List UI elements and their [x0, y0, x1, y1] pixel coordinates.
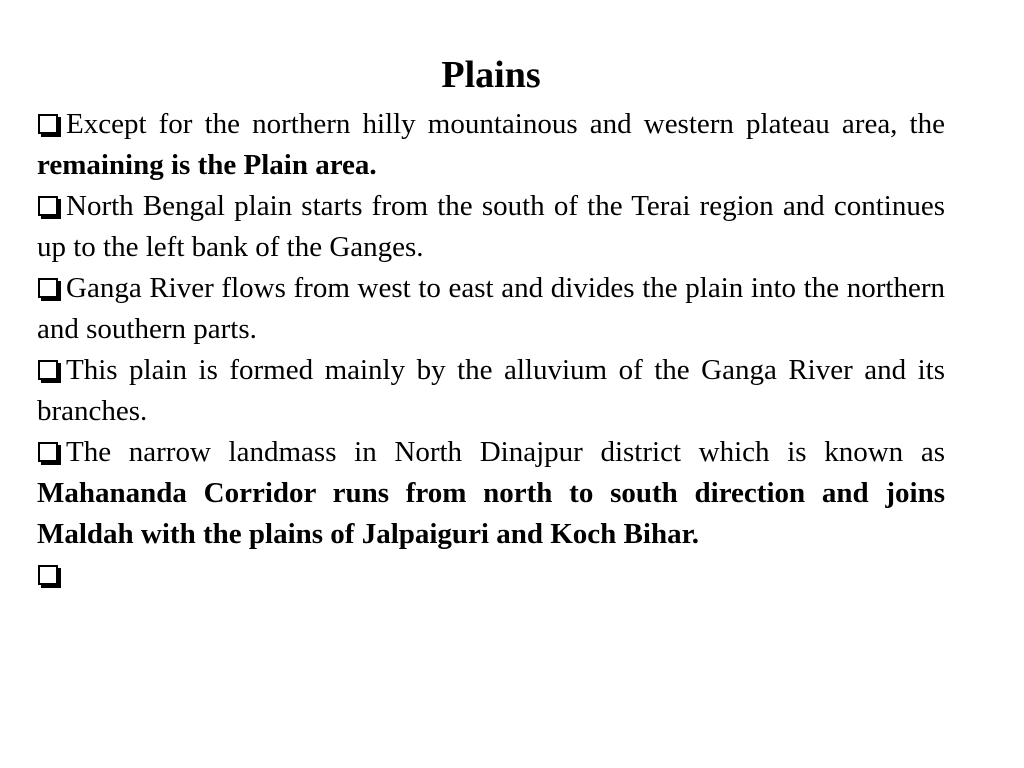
bullet-item-empty	[37, 555, 945, 596]
slide-title: Plains	[441, 54, 541, 96]
checkbox-bullet-icon	[38, 442, 58, 462]
bullet-bold-text: remaining is the Plain area.	[37, 149, 377, 181]
bullet-text: Except for the northern hilly mountainous and western plateau area, the	[66, 108, 945, 140]
checkbox-bullet-icon	[38, 114, 58, 134]
bullet-item	[37, 186, 945, 268]
bullet-item	[37, 104, 945, 186]
bullet-text: North Bengal plain starts from the south of the Terai region and continues up to the left bank of the Ganges.	[37, 190, 945, 263]
bullet-item	[37, 432, 945, 555]
bullet-text: This plain is formed mainly by the alluvium of the Ganga River and its branches.	[37, 354, 945, 427]
bullet-list	[37, 104, 945, 596]
checkbox-bullet-icon	[38, 565, 58, 585]
bullet-text: Ganga River flows from west to east and divides the plain into the northern and southern parts.	[37, 272, 945, 345]
bullet-text: The narrow landmass in North Dinajpur district which is known as	[66, 436, 945, 468]
bullet-bold-text: Mahananda Corridor runs from north to south direction and joins Maldah with the plains of Jalpaiguri and Koch Bihar.	[37, 477, 945, 550]
checkbox-bullet-icon	[38, 360, 58, 380]
bullet-item	[37, 268, 945, 350]
checkbox-bullet-icon	[38, 278, 58, 298]
bullet-item	[37, 350, 945, 432]
checkbox-bullet-icon	[38, 196, 58, 216]
